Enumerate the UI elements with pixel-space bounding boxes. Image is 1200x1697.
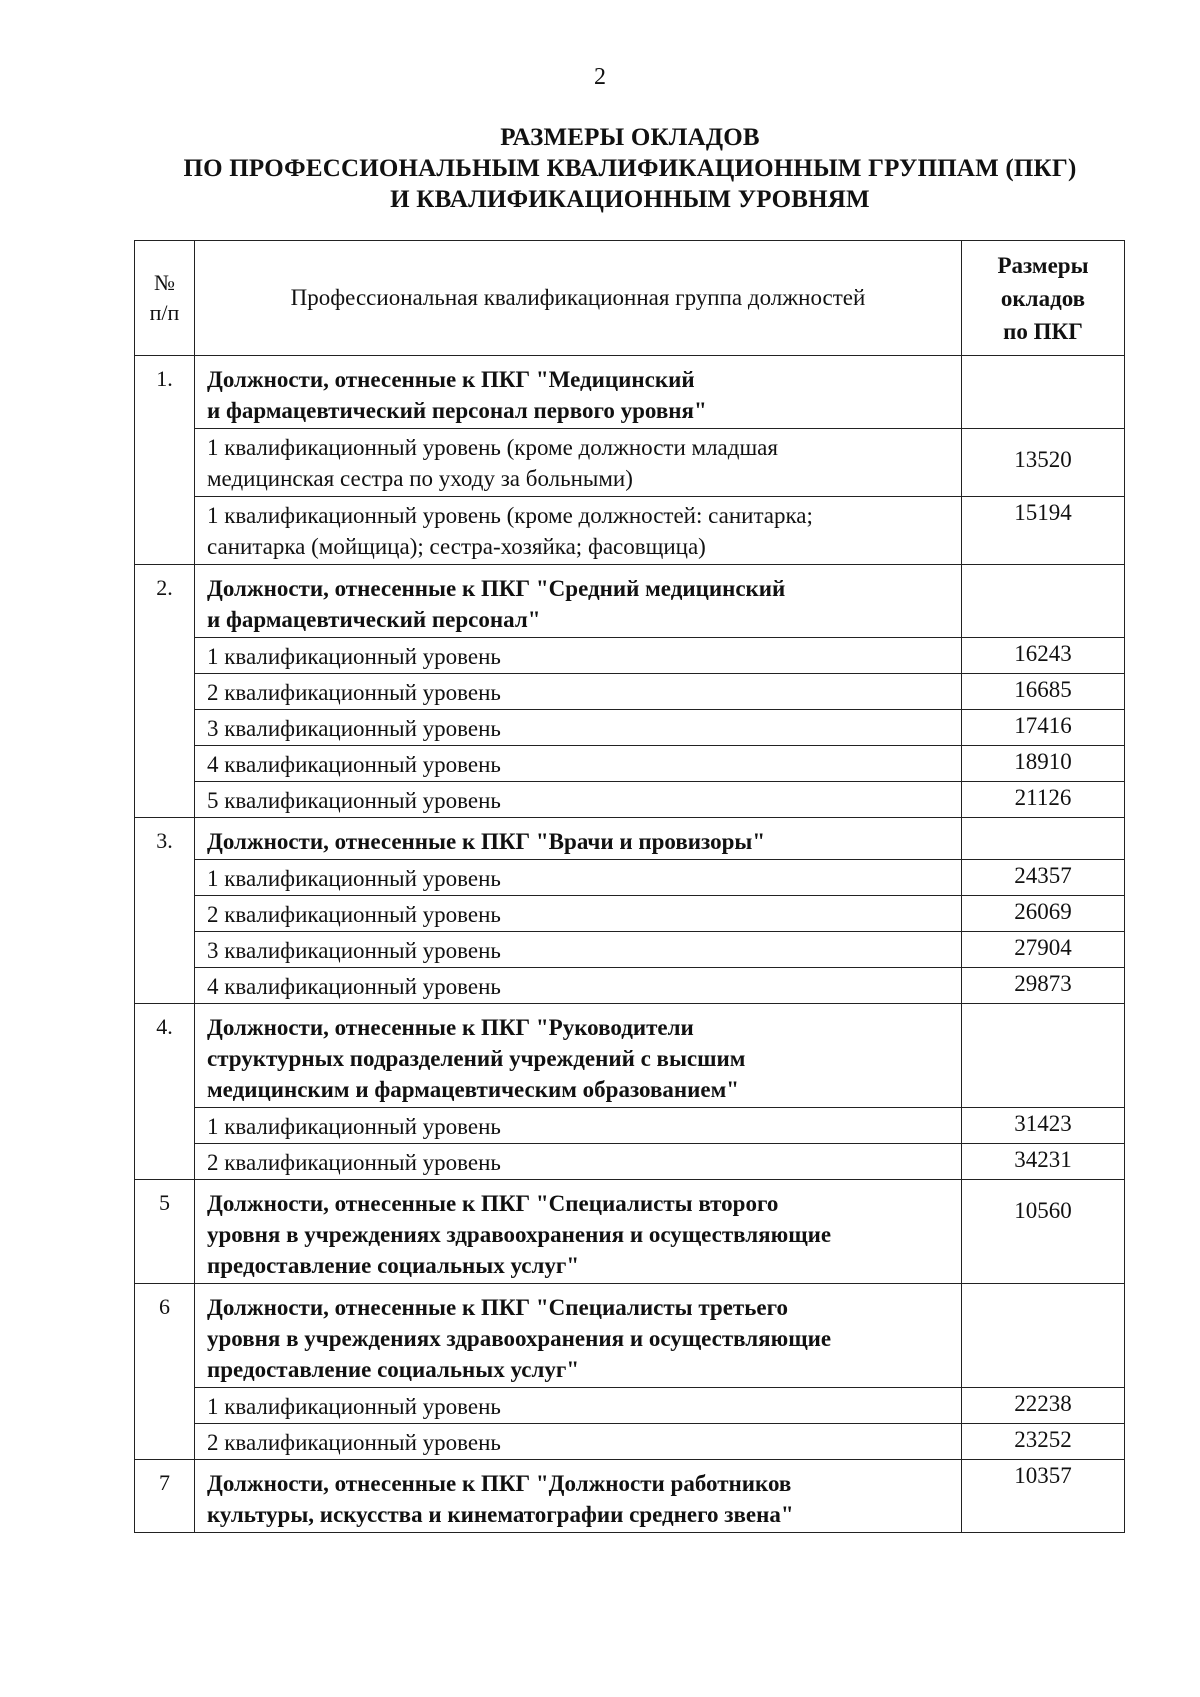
group-salary: 10560 xyxy=(962,1180,1125,1284)
table-row xyxy=(135,782,1125,818)
level-label: 2 квалификационный уровень xyxy=(195,674,962,710)
table-row xyxy=(135,860,1125,896)
group-salary xyxy=(962,356,1125,429)
group-number: 6 xyxy=(135,1284,195,1460)
group-salary xyxy=(962,1284,1125,1388)
group-number: 7 xyxy=(135,1460,195,1533)
header-salary: Размеры окладов по ПКГ xyxy=(962,241,1125,356)
level-salary: 24357 xyxy=(962,860,1125,896)
table-row xyxy=(135,932,1125,968)
table-row xyxy=(135,1424,1125,1460)
table-header-row xyxy=(135,241,1125,356)
group-title: Должности, отнесенные к ПКГ "Врачи и провизоры" xyxy=(195,818,962,860)
level-label: 2 квалификационный уровень xyxy=(195,1144,962,1180)
level-label: 1 квалификационный уровень xyxy=(195,638,962,674)
level-label: 1 квалификационный уровень (кроме должностей: санитарка; санитарка (мойщица); сестра-хозяйка; фасовщица) xyxy=(195,497,962,565)
group-salary xyxy=(962,1004,1125,1108)
level-label: 1 квалификационный уровень (кроме должности младшая медицинская сестра по уходу за больными) xyxy=(195,429,962,497)
group-title: Должности, отнесенные к ПКГ "Медицинский и фармацевтический персонал первого уровня" xyxy=(195,356,962,429)
level-label: 5 квалификационный уровень xyxy=(195,782,962,818)
group-number: 4. xyxy=(135,1004,195,1180)
table-row xyxy=(135,497,1125,565)
level-salary: 34231 xyxy=(962,1144,1125,1180)
page-number: 2 xyxy=(594,64,606,90)
document-title xyxy=(100,122,1160,215)
level-salary: 18910 xyxy=(962,746,1125,782)
level-salary: 21126 xyxy=(962,782,1125,818)
group-title: Должности, отнесенные к ПКГ "Руководители структурных подразделений учреждений с высшим медицинским и фармацевтическим образованием" xyxy=(195,1004,962,1108)
level-label: 2 квалификационный уровень xyxy=(195,1424,962,1460)
level-label: 1 квалификационный уровень xyxy=(195,860,962,896)
level-label: 4 квалификационный уровень xyxy=(195,968,962,1004)
group-salary: 10357 xyxy=(962,1460,1125,1533)
group-title: Должности, отнесенные к ПКГ "Средний медицинский и фармацевтический персонал" xyxy=(195,565,962,638)
header-group-name: Профессиональная квалификационная группа должностей xyxy=(195,241,962,356)
group-title: Должности, отнесенные к ПКГ "Специалисты второго уровня в учреждениях здравоохранения и осуществляющие предоставление социальных услуг" xyxy=(195,1180,962,1284)
table-row xyxy=(135,429,1125,497)
level-label: 1 квалификационный уровень xyxy=(195,1388,962,1424)
group-number: 3. xyxy=(135,818,195,1004)
salary-table xyxy=(134,240,1125,1533)
table-row xyxy=(135,1180,1125,1284)
group-number: 2. xyxy=(135,565,195,818)
level-salary: 17416 xyxy=(962,710,1125,746)
level-salary: 23252 xyxy=(962,1424,1125,1460)
table-row xyxy=(135,710,1125,746)
level-salary: 15194 xyxy=(962,497,1125,565)
table-row xyxy=(135,896,1125,932)
group-number: 1. xyxy=(135,356,195,565)
level-salary: 29873 xyxy=(962,968,1125,1004)
table-row xyxy=(135,818,1125,860)
table-row xyxy=(135,746,1125,782)
level-salary: 26069 xyxy=(962,896,1125,932)
level-label: 3 квалификационный уровень xyxy=(195,710,962,746)
table-row xyxy=(135,1388,1125,1424)
level-label: 1 квалификационный уровень xyxy=(195,1108,962,1144)
table-row xyxy=(135,1460,1125,1533)
table-row xyxy=(135,565,1125,638)
level-label: 4 квалификационный уровень xyxy=(195,746,962,782)
level-label: 3 квалификационный уровень xyxy=(195,932,962,968)
level-label: 2 квалификационный уровень xyxy=(195,896,962,932)
table-row xyxy=(135,968,1125,1004)
table-row xyxy=(135,1004,1125,1108)
group-salary xyxy=(962,818,1125,860)
level-salary: 22238 xyxy=(962,1388,1125,1424)
title-line-1: РАЗМЕРЫ ОКЛАДОВ xyxy=(500,124,760,151)
table-row xyxy=(135,1108,1125,1144)
group-number: 5 xyxy=(135,1180,195,1284)
table-row xyxy=(135,674,1125,710)
level-salary: 16243 xyxy=(962,638,1125,674)
group-salary xyxy=(962,565,1125,638)
level-salary: 31423 xyxy=(962,1108,1125,1144)
table-row xyxy=(135,1144,1125,1180)
level-salary: 16685 xyxy=(962,674,1125,710)
table-row xyxy=(135,356,1125,429)
level-salary: 13520 xyxy=(962,429,1125,497)
group-title: Должности, отнесенные к ПКГ "Специалисты третьего уровня в учреждениях здравоохранения и осуществляющие предоставление социальных услуг" xyxy=(195,1284,962,1388)
title-line-2: ПО ПРОФЕССИОНАЛЬНЫМ КВАЛИФИКАЦИОННЫМ ГРУППАМ (ПКГ) xyxy=(183,155,1077,182)
level-salary: 27904 xyxy=(962,932,1125,968)
group-title: Должности, отнесенные к ПКГ "Должности работников культуры, искусства и кинематографии среднего звена" xyxy=(195,1460,962,1533)
title-line-3: И КВАЛИФИКАЦИОННЫМ УРОВНЯМ xyxy=(390,186,870,213)
table-row xyxy=(135,638,1125,674)
table-row xyxy=(135,1284,1125,1388)
header-number: № п/п xyxy=(135,241,195,356)
